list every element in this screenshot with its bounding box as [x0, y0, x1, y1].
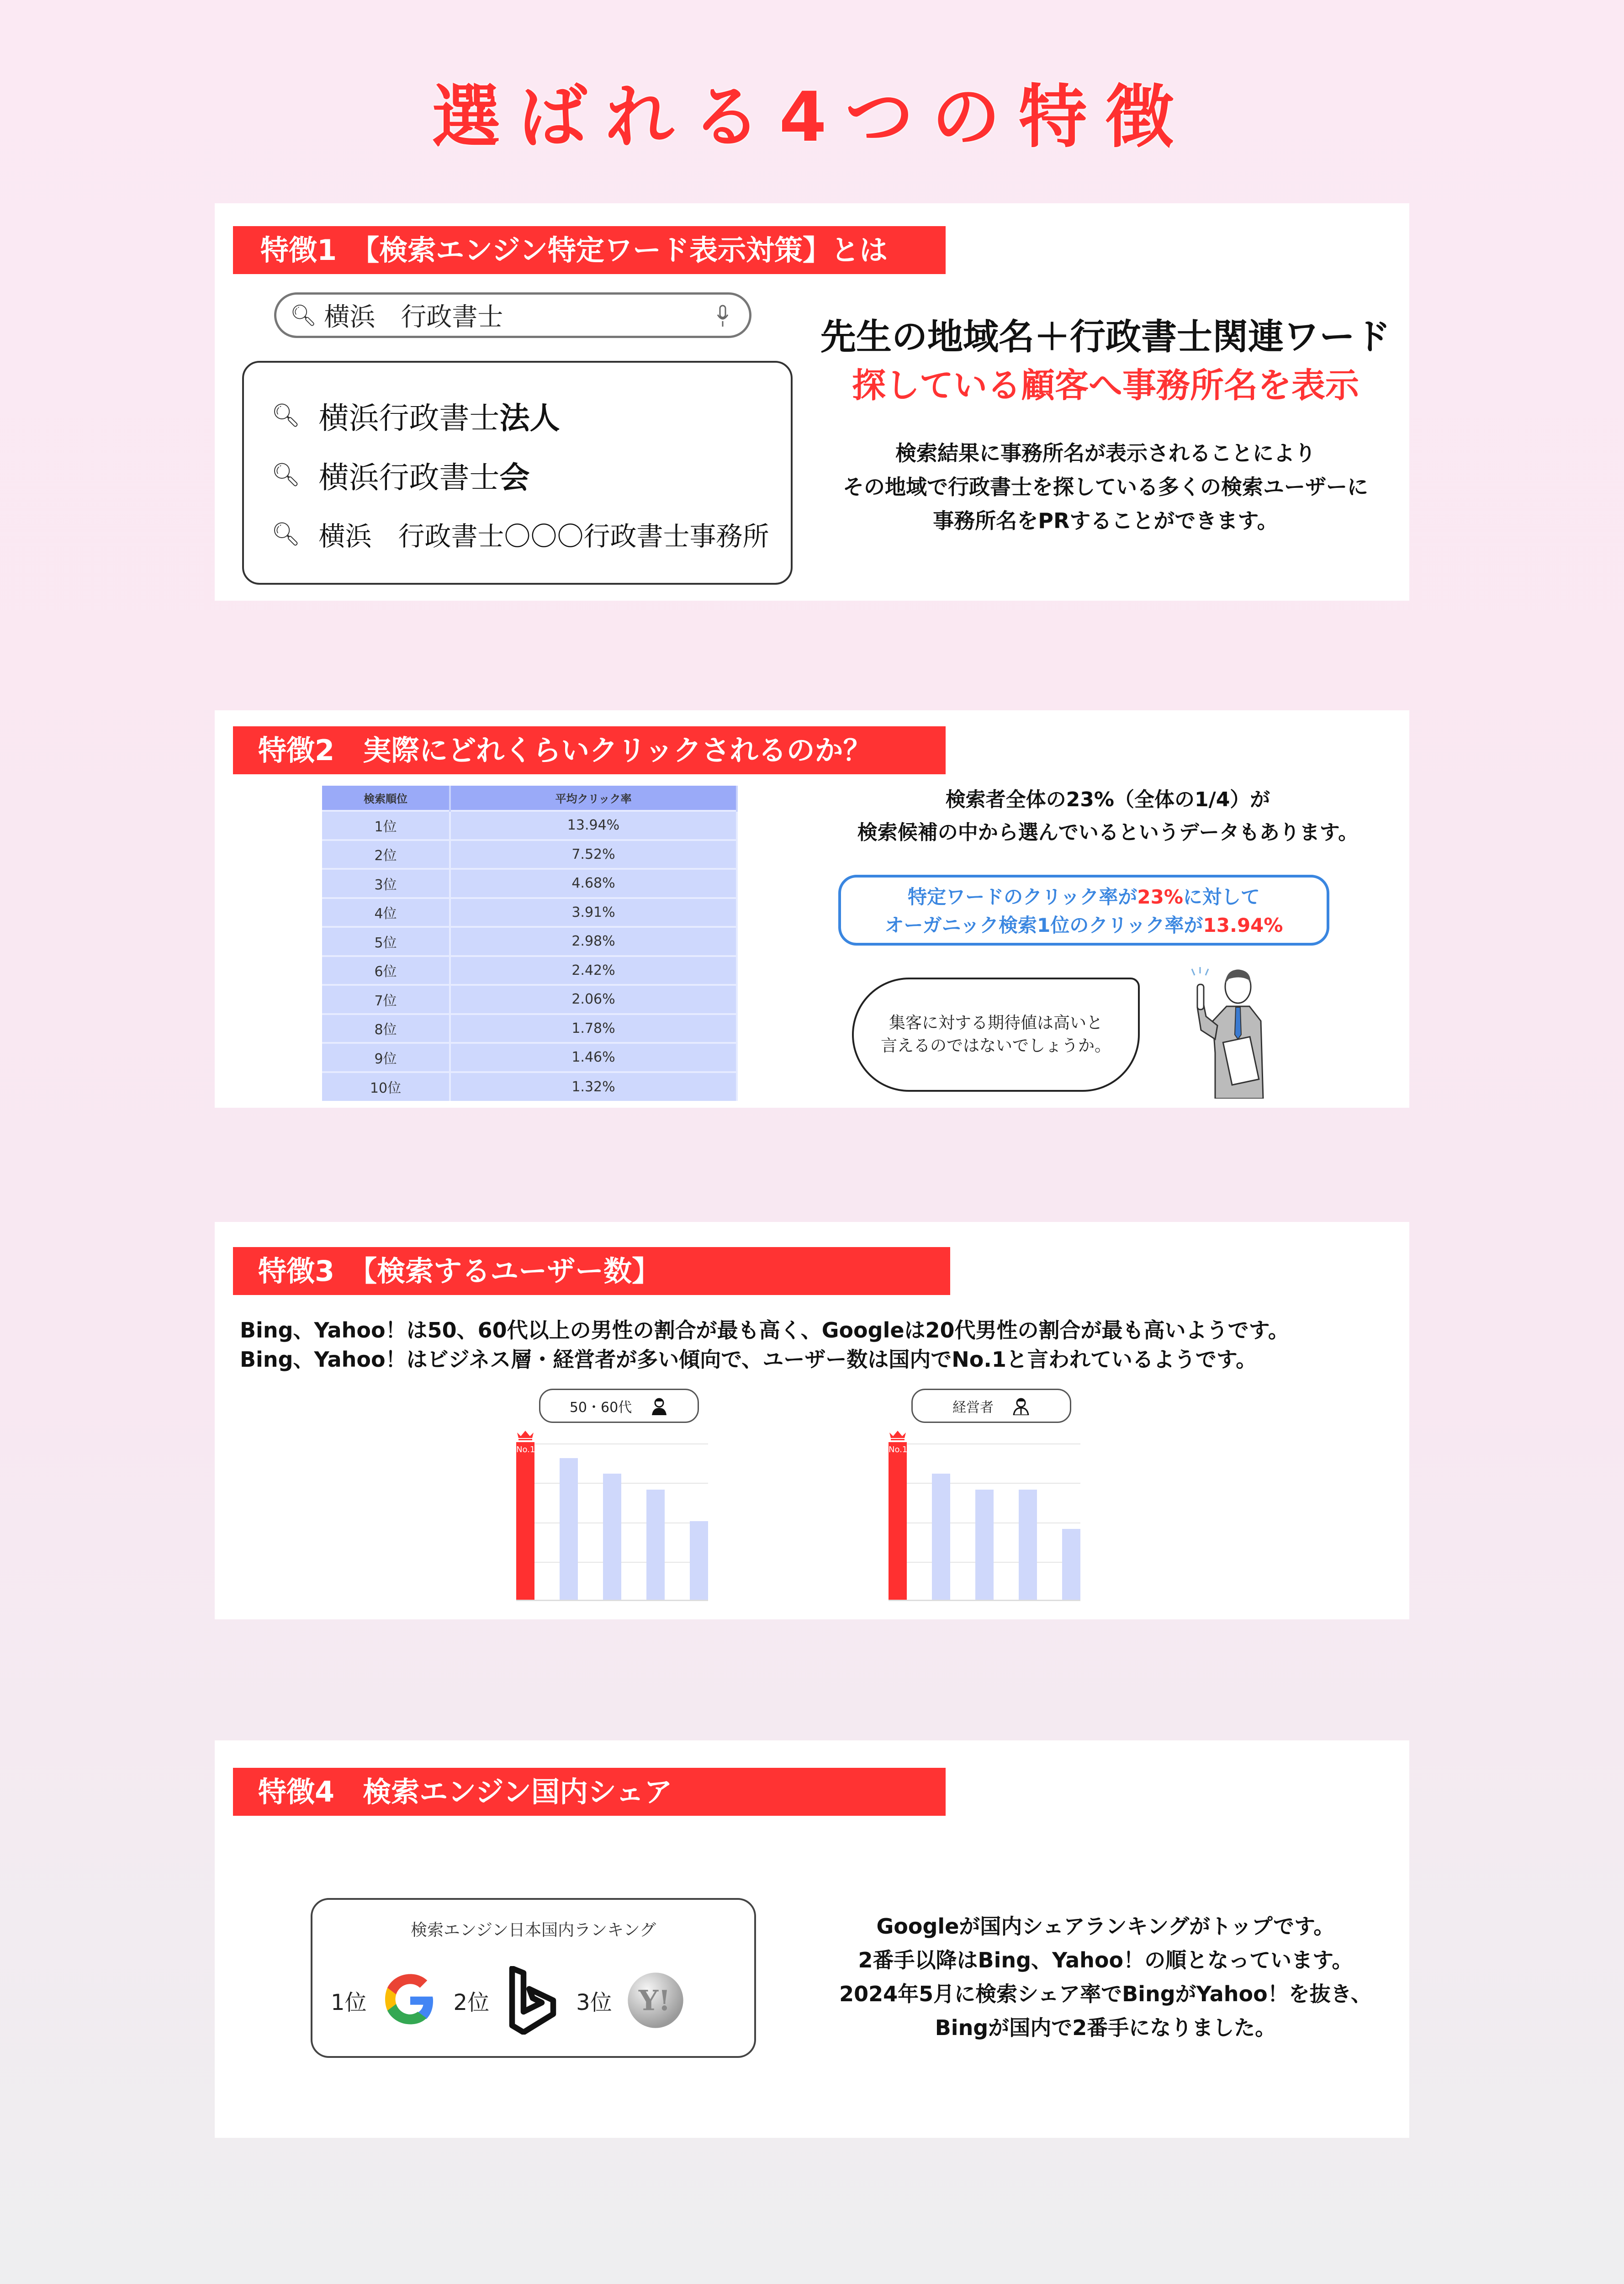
stat-line: 検索候補の中から選んでいるというデータもあります。 — [857, 821, 1359, 844]
search-value: 横浜 行政書士 — [324, 302, 503, 332]
column-header-ctr: 平均クリック率 — [450, 786, 737, 811]
ctr-cell: 1.32% — [450, 1072, 737, 1101]
search-engine-ranking-box — [311, 1898, 756, 2058]
feature-1-subheadline: 探している顧客へ事務所名を表示 — [852, 366, 1359, 405]
ctr-cell: 4.68% — [450, 869, 737, 898]
rank-cell: 1位 — [322, 811, 450, 840]
feature-3-header: 特徴3 【検索するユーザー数】 — [233, 1247, 950, 1295]
ctr-cell: 2.06% — [450, 985, 737, 1014]
ctr-cell: 1.78% — [450, 1014, 737, 1043]
chart-bar — [975, 1490, 994, 1600]
microphone-icon[interactable] — [717, 305, 729, 328]
desc-line: Bingが国内で2番手になりました。 — [935, 2015, 1276, 2040]
chart-title: 経営者 — [952, 1399, 994, 1416]
chart-bar — [932, 1474, 950, 1600]
rank-cell: 6位 — [322, 956, 450, 985]
search-icon: 🔍︎ — [290, 302, 317, 328]
note-line: Bing、Yahoo！はビジネス層・経営者が多い傾向で、ユーザー数は国内でNo.1と言われているようです。 — [240, 1347, 1257, 1372]
feature-2-card — [215, 710, 1409, 1108]
chart-bar — [1019, 1490, 1037, 1600]
highlight-value: 23% — [1137, 886, 1183, 908]
senior-man-icon — [650, 1397, 668, 1415]
desc-line: 2024年5月に検索シェア率でBingがYahoo！を抜き、 — [839, 1982, 1372, 2006]
google-logo-icon — [381, 1966, 440, 2035]
ctr-cell: 2.98% — [450, 927, 737, 956]
rank-label: 3位 — [576, 1989, 612, 2015]
rank-cell: 8位 — [322, 1014, 450, 1043]
bar-chart-age — [516, 1389, 726, 1613]
chart-bar: No.1 — [516, 1442, 534, 1600]
search-icon: 🔍︎ — [271, 520, 301, 547]
table-row — [322, 956, 737, 985]
search-icon: 🔍︎ — [271, 461, 301, 488]
rank-cell: 10位 — [322, 1072, 450, 1101]
executive-man-icon — [1012, 1397, 1030, 1415]
ctr-cell: 1.46% — [450, 1043, 737, 1072]
table-row — [322, 927, 737, 956]
desc-line: その地域で行政書士を探している多くの検索ユーザーに — [843, 475, 1368, 499]
desc-line: 事務所名をPRすることができます。 — [933, 508, 1278, 533]
chart-plot-area — [889, 1443, 1080, 1601]
ranking-row — [331, 1961, 685, 2039]
chart-bar — [690, 1521, 708, 1600]
click-rate-table — [322, 786, 738, 1101]
feature-2-header: 特徴2 実際にどれくらいクリックされるのか？ — [233, 726, 946, 774]
gridline — [889, 1483, 1080, 1484]
feature-1-header: 特徴1 【検索エンジン特定ワード表示対策】とは — [233, 226, 946, 274]
chart-bar — [560, 1458, 578, 1600]
suggestion-bold: 会 — [499, 460, 530, 495]
chart-bar: No.1 — [889, 1442, 907, 1600]
gridline — [889, 1443, 1080, 1444]
feature-4-description — [809, 1909, 1402, 2045]
desc-line: 検索結果に事務所名が表示されることにより — [895, 441, 1316, 465]
rank-cell: 3位 — [322, 869, 450, 898]
suggestion-item[interactable] — [244, 386, 791, 445]
chart-bar — [603, 1474, 621, 1600]
rank-label: 1位 — [331, 1989, 367, 2015]
businessman-illustration-icon — [1172, 966, 1268, 1099]
suggestion-bold: 法人 — [499, 400, 560, 436]
feature-4-card — [215, 1740, 1409, 2138]
rank-cell: 2位 — [322, 840, 450, 869]
column-header-rank: 検索順位 — [322, 786, 450, 811]
ctr-cell: 3.91% — [450, 898, 737, 927]
bing-logo-icon — [503, 1966, 562, 2035]
note-line: Bing、Yahoo！は50、60代以上の男性の割合が最も高く、Googleは20代男性の割合が最も高いようです。 — [240, 1318, 1289, 1343]
table-row — [322, 840, 737, 869]
rank-label: 2位 — [453, 1989, 490, 2015]
rank-cell: 4位 — [322, 898, 450, 927]
chart-bar — [1062, 1529, 1080, 1600]
rank-cell: 7位 — [322, 985, 450, 1014]
search-icon: 🔍︎ — [271, 402, 301, 428]
ctr-cell: 7.52% — [450, 840, 737, 869]
feature-3-notes — [240, 1316, 1289, 1374]
chart-plot-area — [516, 1443, 708, 1601]
chart-label-pill — [911, 1389, 1071, 1423]
speech-line: 言えるのではないでしょうか。 — [880, 1036, 1111, 1055]
gridline — [516, 1443, 708, 1444]
speech-bubble — [852, 978, 1140, 1092]
feature-1-card — [215, 203, 1409, 601]
table-row — [322, 985, 737, 1014]
table-row — [322, 1014, 737, 1043]
crown-icon — [516, 1430, 534, 1441]
desc-line: Googleが国内シェアランキングがトップです。 — [876, 1914, 1335, 1939]
search-input[interactable] — [274, 292, 751, 338]
feature-1-description — [809, 436, 1402, 538]
search-suggestions — [242, 361, 793, 585]
svg-text:Y!: Y! — [638, 1984, 671, 2017]
suggestion-item[interactable] — [244, 445, 791, 504]
table-row — [322, 1072, 737, 1101]
ctr-cell: 2.42% — [450, 956, 737, 985]
table-row — [322, 1043, 737, 1072]
desc-line: 2番手以降はBing、Yahoo！の順となっています。 — [858, 1948, 1353, 1972]
table-row — [322, 869, 737, 898]
highlight-value: 13.94% — [1203, 914, 1283, 936]
ctr-cell: 13.94% — [450, 811, 737, 840]
suggestion-text: 横浜行政書士 — [318, 460, 500, 495]
text: に対して — [1183, 886, 1260, 908]
speech-line: 集客に対する期待値は高いと — [889, 1014, 1103, 1032]
yahoo-logo-icon — [626, 1966, 685, 2035]
suggestion-text: 横浜行政書士 — [318, 400, 500, 436]
suggestion-item[interactable] — [244, 504, 791, 564]
feature-2-stat — [822, 783, 1393, 849]
crown-icon — [889, 1430, 907, 1441]
feature-1-headline: 先生の地域名＋行政書士関連ワード — [820, 317, 1391, 358]
chart-label-pill — [539, 1389, 699, 1423]
feature-3-card — [215, 1222, 1409, 1619]
rank-cell: 5位 — [322, 927, 450, 956]
page-title: 選ばれる4つの特徴 — [432, 78, 1192, 157]
table-row — [322, 811, 737, 840]
suggestion-text: 横浜 行政書士〇〇〇行政書士事務所 — [318, 521, 769, 552]
stat-line: 検索者全体の23%（全体の1/4）が — [945, 788, 1270, 811]
chart-bar — [646, 1490, 665, 1600]
text: 特定ワードのクリック率が — [908, 886, 1137, 908]
feature-4-header: 特徴4 検索エンジン国内シェア — [233, 1768, 946, 1816]
bar-chart-executive — [889, 1389, 1099, 1613]
chart-title: 50・60代 — [569, 1399, 632, 1416]
ranking-title: 検索エンジン日本国内ランキング — [410, 1921, 656, 1940]
ctr-comparison-box — [838, 875, 1329, 946]
table-row — [322, 898, 737, 927]
rank-cell: 9位 — [322, 1043, 450, 1072]
text: オーガニック検索1位のクリック率が — [884, 914, 1203, 936]
